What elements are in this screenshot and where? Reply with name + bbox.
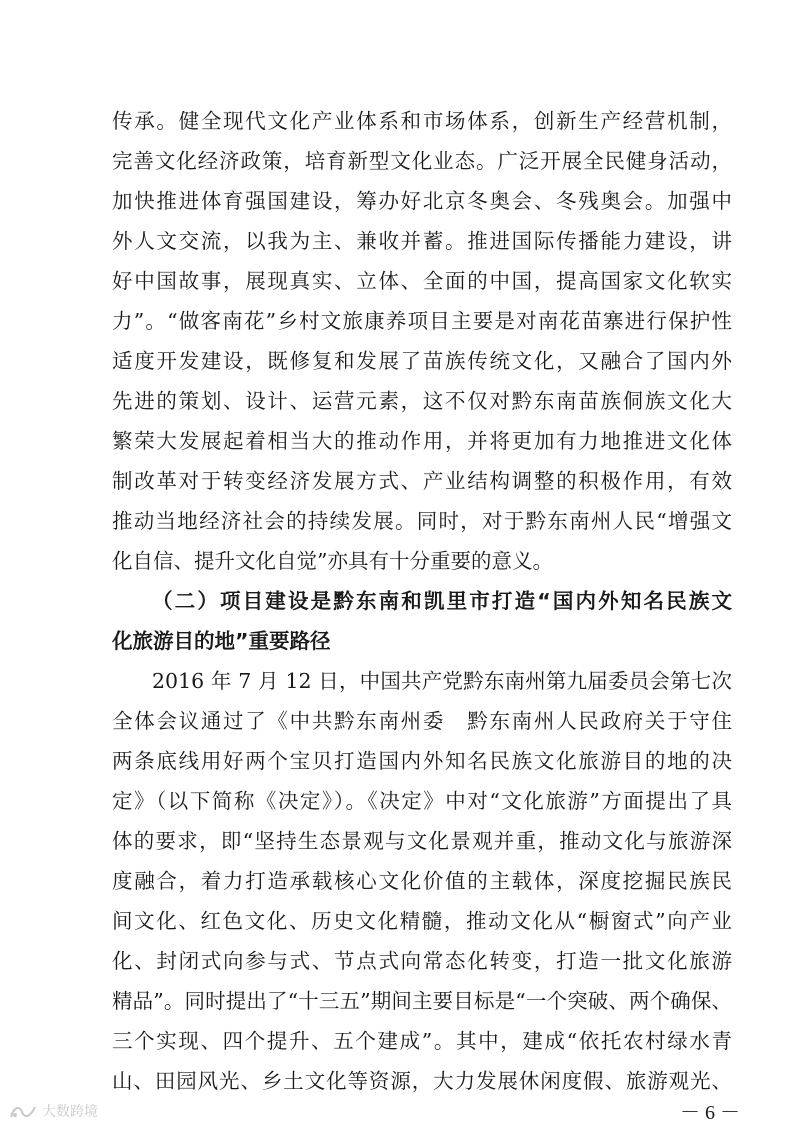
text-line: 2016 年 7 月 12 日，中国共产党黔东南州第九届委员会第七次 — [152, 669, 732, 693]
text-line: 三个实现、四个提升、五个建成”。其中，建成“依托农村绿水青 — [112, 1029, 732, 1053]
brand-logo-icon — [8, 1104, 38, 1120]
text-line: 全体会议通过了《中共黔东南州委 黔东南州人民政府关于守住 — [112, 709, 732, 733]
watermark-text: 大数跨境 — [42, 1104, 98, 1120]
text-line: 精品”。同时提出了“十三五”期间主要目标是“一个突破、两个确保、 — [112, 989, 732, 1013]
text-line: 定》（以下简称《决定》）。《决定》中对“文化旅游”方面提出了具 — [112, 789, 732, 813]
heading-line: 化旅游目的地”重要路径 — [112, 629, 331, 653]
text-line: 完善文化经济政策，培育新型文化业态。广泛开展全民健身活动， — [112, 149, 732, 173]
text-line: 度融合，着力打造承载核心文化价值的主载体，深度挖掘民族民 — [112, 869, 732, 893]
text-line: 力”。“做客南花”乡村文旅康养项目主要是对南花苗寨进行保护性 — [112, 309, 732, 333]
text-line: 两条底线用好两个宝贝打造国内外知名民族文化旅游目的地的决 — [112, 749, 732, 773]
text-line: 间文化、红色文化、历史文化精髓，推动文化从“橱窗式”向产业 — [112, 909, 732, 933]
text-line: 加快推进体育强国建设，筹办好北京冬奥会、冬残奥会。加强中 — [112, 189, 732, 213]
text-line: 传承。健全现代文化产业体系和市场体系，创新生产经营机制， — [112, 109, 732, 133]
page-number: － 6 － — [680, 1102, 740, 1124]
heading-line: （二）项目建设是黔东南和凯里市打造“国内外知名民族文 — [152, 589, 732, 613]
text-line: 先进的策划、设计、运营元素，这不仅对黔东南苗族侗族文化大 — [112, 389, 732, 413]
text-line: 推动当地经济社会的持续发展。同时，对于黔东南州人民“增强文 — [112, 509, 732, 533]
text-line: 外人文交流，以我为主、兼收并蓄。推进国际传播能力建设，讲 — [112, 229, 732, 253]
text-line: 制改革对于转变经济发展方式、产业结构调整的积极作用，有效 — [112, 469, 732, 493]
text-line: 好中国故事，展现真实、立体、全面的中国，提高国家文化软实 — [112, 269, 732, 293]
text-line: 化自信、提升文化自觉”亦具有十分重要的意义。 — [112, 549, 553, 573]
watermark — [8, 1100, 98, 1124]
text-line: 体的要求，即“坚持生态景观与文化景观并重，推动文化与旅游深 — [112, 829, 732, 853]
text-line: 适度开发建设，既修复和发展了苗族传统文化，又融合了国内外 — [112, 349, 732, 373]
text-line: 化、封闭式向参与式、节点式向常态化转变，打造一批文化旅游 — [112, 949, 732, 973]
text-line: 繁荣大发展起着相当大的推动作用，并将更加有力地推进文化体 — [112, 429, 732, 453]
text-line: 山、田园风光、乡土文化等资源，大力发展休闲度假、旅游观光、 — [112, 1069, 732, 1093]
